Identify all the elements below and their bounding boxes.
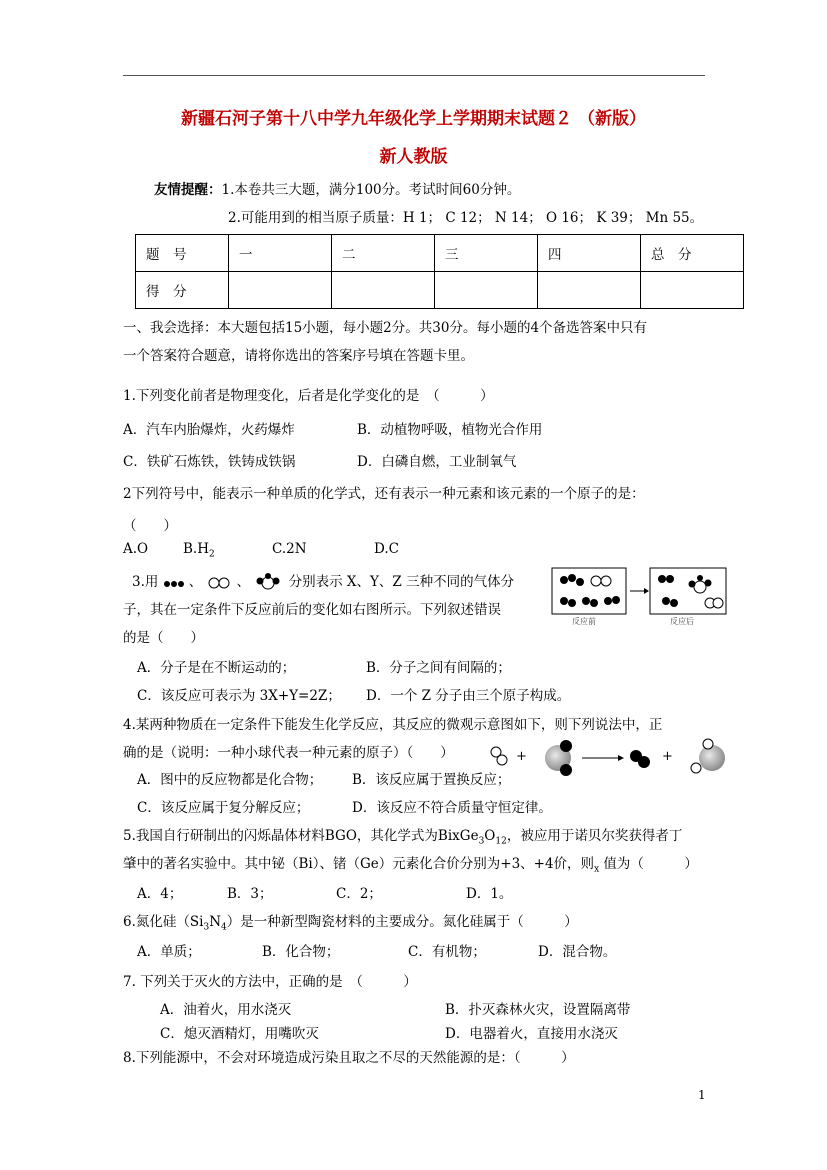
q2-option-d: D.C bbox=[374, 541, 399, 557]
q8-stem: 8.下列能源中，不会对环境造成污染且取之不尽的天然能源的是：（ ） bbox=[123, 1050, 575, 1066]
q7-option-a: A．油着火，用水浇灭 bbox=[160, 1002, 292, 1018]
q6-sub-3: 3 bbox=[203, 922, 210, 933]
title-line-2: 新人教版 bbox=[379, 147, 448, 167]
q3-sep-1: 、 bbox=[188, 574, 203, 590]
q4-plus-1: + bbox=[516, 749, 527, 764]
score-cell: 总 分 bbox=[641, 235, 744, 272]
q7-stem: 7. 下列关于灭火的方法中，正确的是 （ ） bbox=[123, 974, 417, 990]
q5-sub-3: 3 bbox=[478, 836, 485, 847]
score-input-cell[interactable] bbox=[332, 272, 435, 309]
q4-option-d: D．该反应不符合质量守恒定律。 bbox=[352, 800, 552, 816]
q3-line-2: 子，其在一定条件下反应前后的变化如右图所示。下列叙述错误 bbox=[123, 602, 501, 618]
q3-stem-post: 分别表示 X、Y、Z 三种不同的气体分 bbox=[288, 574, 515, 590]
reminder-2: 2.可能用到的相当原子质量：H 1； C 12； N 14； O 16； K 39； Mn 55。 bbox=[228, 210, 704, 226]
score-input-cell[interactable] bbox=[435, 272, 538, 309]
molecule-x-icon bbox=[163, 577, 189, 589]
q6-option-d: D．混合物。 bbox=[538, 944, 617, 960]
q4-option-b: B．该反应属于置换反应； bbox=[352, 772, 511, 788]
q5-ge: Ge bbox=[459, 828, 479, 844]
q5-option-b: B．3； bbox=[227, 886, 273, 902]
score-table-row-header bbox=[136, 235, 744, 272]
q5-option-c: C．2； bbox=[336, 886, 382, 902]
q6-stem-pre: 6.氮化硅（Si bbox=[123, 914, 204, 930]
q5-line-2-x: x bbox=[594, 864, 600, 875]
q6-option-b: B．化合物； bbox=[262, 944, 340, 960]
score-cell: 二 bbox=[332, 235, 435, 272]
q6-option-a: A．单质； bbox=[137, 944, 201, 960]
section1-line-1: 一、我会选择：本大题包括15小题，每小题2分。共30分。每小题的4个备选答案中只有 bbox=[123, 320, 648, 336]
q5-line-1 bbox=[123, 824, 682, 847]
q2-option-a: A.O bbox=[123, 541, 149, 557]
molecule-z-icon bbox=[254, 573, 284, 593]
reminder-1 bbox=[154, 178, 520, 198]
score-input-cell[interactable] bbox=[641, 272, 744, 309]
molecule-y-icon bbox=[206, 577, 236, 589]
q2-option-b bbox=[183, 541, 215, 560]
q2-option-c: C.2N bbox=[272, 541, 307, 557]
q4-option-c: C．该反应属于复分解反应； bbox=[137, 800, 310, 816]
q6-option-c: C．有机物； bbox=[408, 944, 486, 960]
q4-line-2: 确的是（说明：一种小球代表一种元素的原子）（ ） bbox=[123, 745, 454, 761]
score-input-cell[interactable] bbox=[229, 272, 332, 309]
score-cell: 三 bbox=[435, 235, 538, 272]
q2-option-b-text: B.H bbox=[183, 541, 209, 557]
q1-option-d: D．白磷自燃，工业制氧气 bbox=[357, 454, 517, 470]
q3-stem bbox=[132, 570, 514, 593]
q5-sub-12: 12 bbox=[495, 836, 507, 847]
header-rule bbox=[123, 75, 705, 76]
q3-sep-2: 、 bbox=[236, 574, 250, 590]
q5-line-2-pre: 肇中的著名实验中。其中铋（Bi）、锗（Ge）元素化合价分别为+3、+4价，则 bbox=[123, 856, 595, 872]
q5-option-d: D．1。 bbox=[466, 886, 513, 902]
q1-option-c: C．铁矿石炼铁，铁铸成铁锅 bbox=[123, 454, 296, 470]
q5-option-a: A．4； bbox=[137, 886, 183, 902]
fig-label-before: 反应前 bbox=[572, 617, 596, 626]
score-cell: 四 bbox=[538, 235, 641, 272]
q3-option-a: A．分子是在不断运动的； bbox=[137, 660, 296, 676]
q5-line-1-post: ，被应用于诺贝尔奖获得者丁 bbox=[506, 828, 683, 844]
q3-reaction-figure bbox=[550, 565, 730, 627]
reminder-label: 友情提醒： bbox=[154, 182, 222, 198]
q2-paren: （ ） bbox=[123, 518, 177, 534]
q6-stem bbox=[123, 910, 578, 933]
q6-stem-post: ）是一种新型陶瓷材料的主要成分。氮化硅属于（ ） bbox=[226, 914, 578, 930]
score-cell: 得 分 bbox=[136, 272, 229, 309]
q4-option-a: A．图中的反应物都是化合物； bbox=[137, 772, 323, 788]
score-cell: 一 bbox=[229, 235, 332, 272]
q7-option-d: D．电器着火，直接用水浇灭 bbox=[445, 1026, 618, 1042]
fig-label-after: 反应后 bbox=[670, 617, 694, 626]
score-table bbox=[135, 234, 744, 309]
q5-line-2 bbox=[123, 852, 698, 875]
q3-line-3: 的是（ ） bbox=[123, 630, 204, 646]
q5-line-1-pre: 5.我国自行研制出的闪烁晶体材料BGO，其化学式为Bi bbox=[123, 828, 453, 844]
q4-reaction-figure bbox=[486, 736, 736, 782]
q5-line-2-post: 值为（ ） bbox=[599, 856, 698, 872]
q4-line-1: 4.某两种物质在一定条件下能发生化学反应，其反应的微观示意图如下，则下列说法中，正 bbox=[123, 717, 663, 733]
q3-option-b: B．分子之间有间隔的； bbox=[366, 660, 511, 676]
q1-stem: 1.下列变化前者是物理变化，后者是化学变化的是 （ ） bbox=[123, 388, 494, 404]
q6-sub-4: 4 bbox=[221, 922, 227, 933]
q1-option-b: B．动植物呼吸，植物光合作用 bbox=[357, 422, 543, 438]
title-line-1: 新疆石河子第十八中学九年级化学上学期期末试题２ （新版） bbox=[181, 109, 646, 129]
q5-x: x bbox=[452, 828, 460, 844]
page-number: 1 bbox=[698, 1088, 706, 1102]
q2-option-b-sub: 2 bbox=[209, 549, 215, 560]
q7-option-c: C．熄灭酒精灯，用嘴吹灭 bbox=[160, 1026, 319, 1042]
q6-n: N bbox=[209, 914, 221, 930]
q3-option-c: C．该反应可表示为 3X+Y=2Z； bbox=[137, 688, 341, 704]
section1-line-2: 一个答案符合题意，请将你选出的答案序号填在答题卡里。 bbox=[123, 348, 474, 364]
q3-option-d: D．一个 Z 分子由三个原子构成。 bbox=[366, 688, 571, 704]
q4-plus-2: + bbox=[662, 749, 673, 764]
q7-option-b: B．扑灭森林火灾，设置隔离带 bbox=[445, 1002, 631, 1018]
score-input-cell[interactable] bbox=[538, 272, 641, 309]
q1-option-a: A．汽车内胎爆炸，火药爆炸 bbox=[123, 422, 295, 438]
score-cell: 题 号 bbox=[136, 235, 229, 272]
q2-stem: 2下列符号中，能表示一种单质的化学式，还有表示一种元素和该元素的一个原子的是： bbox=[123, 486, 645, 502]
q3-stem-pre: 3.用 bbox=[132, 574, 159, 590]
score-table-row-score bbox=[136, 272, 744, 309]
q5-o: O bbox=[484, 828, 496, 844]
reminder-text-1: 1.本卷共三大题，满分100分。考试时间60分钟。 bbox=[221, 182, 521, 198]
